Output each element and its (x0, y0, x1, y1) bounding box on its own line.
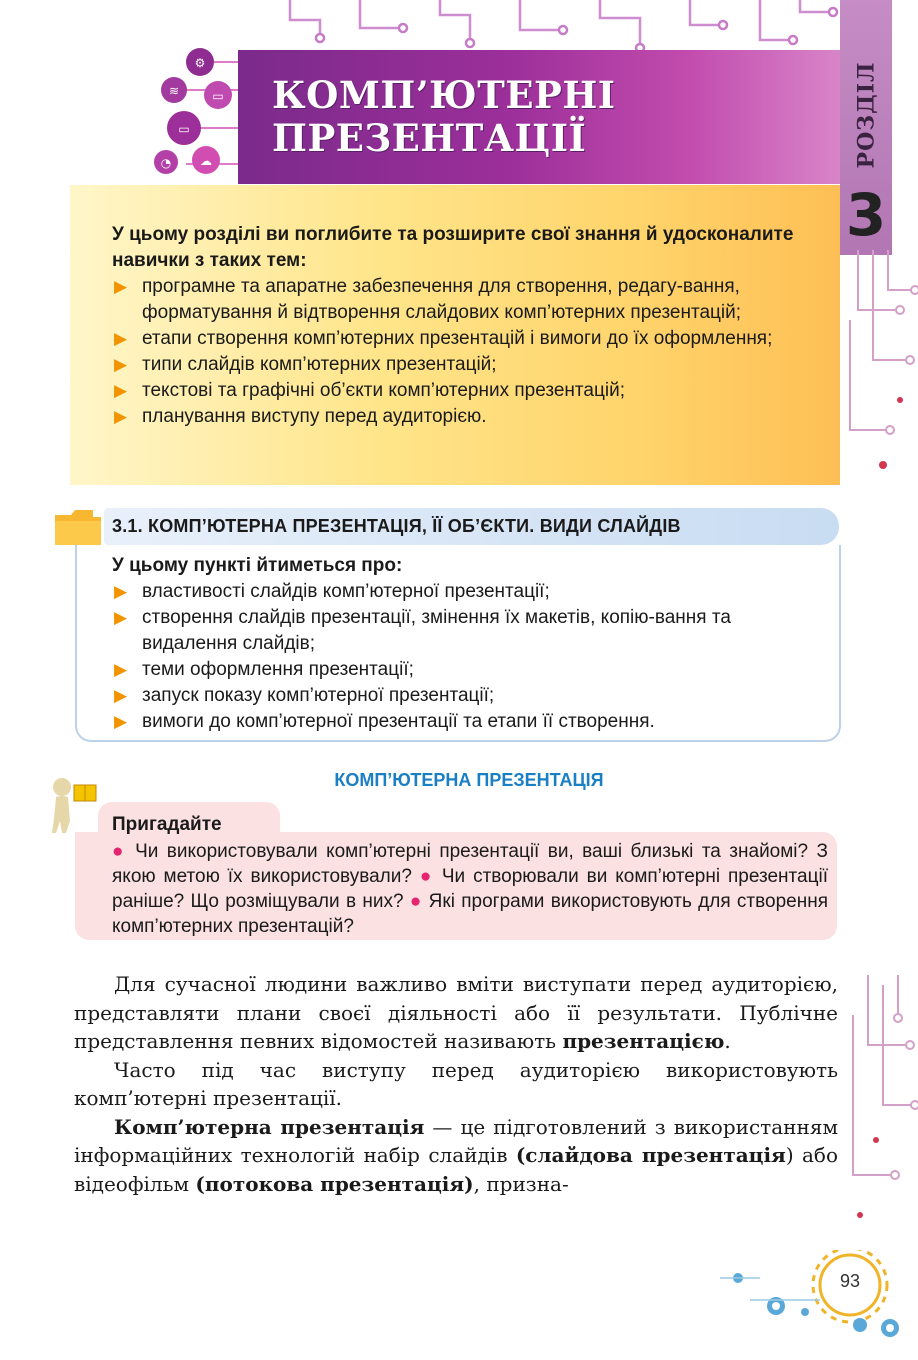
bullet-dot-icon: ● (409, 891, 423, 912)
paragraph-text: Часто під час виступу перед аудиторією використовують комп’ютерні презентації. (74, 1057, 838, 1110)
page-number: 93 (839, 1271, 861, 1291)
circuit-decoration-right-lower (838, 975, 918, 1235)
laptop-icon: ▭ (178, 122, 190, 136)
body-text (74, 970, 838, 1198)
chapter-number: 3 (845, 181, 887, 249)
section-lead: У цьому пункті йтиметься про: (112, 555, 403, 576)
gear-icon: ⚙ (194, 56, 206, 70)
triangle-bullet-icon: ▶ (114, 582, 128, 601)
question: Чи створювали ви комп’ютерні презентації раніше? Що розміщували в них? (112, 866, 828, 912)
paragraph-text: Для сучасної людини важливо вміти виступати перед аудиторією, представляти плани своєї діяльності або її результати. Публічне представлення певних відомостей називають (74, 972, 838, 1053)
triangle-bullet-icon: ▶ (114, 407, 128, 426)
triangle-bullet-icon: ▶ (114, 329, 128, 348)
list-item-text: етапи створення комп’ютерних презентацій і вимоги до їх оформлення; (142, 328, 773, 349)
triangle-bullet-icon: ▶ (114, 712, 128, 731)
paragraph (74, 970, 838, 1056)
circuit-decoration-right (838, 250, 918, 480)
paragraph-text: ) або відеофільм (74, 1143, 838, 1196)
triangle-bullet-icon: ▶ (114, 277, 128, 296)
paragraph-text: — це підготовлений з використанням інформаційних технологій набір слайдів (74, 1114, 838, 1167)
triangle-bullet-icon: ▶ (114, 608, 128, 627)
speedometer-icon: ◔ (160, 156, 172, 170)
subsection-heading: КОМП’ЮТЕРНА ПРЕЗЕНТАЦІЯ (334, 770, 604, 790)
gears-decoration (720, 1250, 918, 1360)
list-item (112, 378, 822, 404)
list-item-text: запуск показу комп’ютерної презентації; (142, 685, 495, 706)
paragraph-text: . (724, 1029, 731, 1053)
remember-questions (112, 839, 828, 939)
list-item (112, 326, 822, 352)
question: Чи використовували комп’ютерні презентації ви, ваші близькі та знайомі? З якою метою їх використовували? (112, 841, 829, 887)
section-overview (112, 553, 812, 735)
list-item-text: програмне та апаратне забезпечення для створення, редагу-вання, форматування й відтворення слайдових комп’ютерних презентацій; (142, 276, 742, 323)
chapter-label: РОЗДІЛ (853, 61, 880, 169)
section-topics-list (112, 579, 812, 735)
paragraph (74, 1113, 838, 1199)
question: Які програми використовують для створення комп’ютерних презентацій? (112, 891, 828, 937)
chapter-intro (112, 222, 822, 430)
cloud-icon: ☁ (200, 154, 212, 168)
term: (слайдова презентація (515, 1143, 786, 1167)
section-title: 3.1. КОМП’ЮТЕРНА ПРЕЗЕНТАЦІЯ, ЇЇ ОБ’ЄКТИ. ВИДИ СЛАЙДІВ (112, 516, 681, 536)
intro-lead: У цьому розділі ви поглибите та розширите свої знання й удосконалите навички з таких тем: (112, 224, 794, 271)
technology-icons-cluster (150, 40, 240, 190)
list-item (112, 352, 822, 378)
list-item-text: створення слайдів презентації, змінення їх макетів, копію-вання та видалення слайдів; (142, 607, 731, 654)
list-item (112, 404, 822, 430)
list-item (112, 579, 812, 605)
reading-figure-icon (40, 775, 100, 835)
list-item (112, 657, 812, 683)
list-item-text: властивості слайдів комп’ютерної презентації; (142, 581, 550, 602)
list-item (112, 274, 822, 326)
folder-icon (53, 507, 103, 547)
bullet-dot-icon: ● (419, 866, 434, 887)
term: Комп’ютерна презентація (114, 1114, 425, 1139)
battery-icon: ▭ (212, 89, 224, 103)
list-item (112, 709, 812, 735)
list-item-text: типи слайдів комп’ютерних презентацій; (142, 354, 497, 375)
bullet-dot-icon: ● (112, 841, 127, 862)
chapter-title: КОМП’ЮТЕРНІ ПРЕЗЕНТАЦІЇ (272, 73, 616, 160)
intro-topics-list (112, 274, 822, 430)
triangle-bullet-icon: ▶ (114, 660, 128, 679)
wifi-icon: ≋ (168, 84, 180, 98)
list-item (112, 605, 812, 657)
list-item (112, 683, 812, 709)
term: (потокова презентація) (195, 1171, 474, 1196)
triangle-bullet-icon: ▶ (114, 686, 128, 705)
chapter-label-container (840, 60, 892, 170)
triangle-bullet-icon: ▶ (114, 381, 128, 400)
paragraph (74, 1056, 838, 1113)
term: презентацією (562, 1029, 725, 1053)
triangle-bullet-icon: ▶ (114, 355, 128, 374)
list-item-text: вимоги до комп’ютерної презентації та етапи її створення. (142, 711, 655, 732)
list-item-text: теми оформлення презентації; (142, 659, 414, 680)
list-item-text: текстові та графічні об’єкти комп’ютерних презентацій; (142, 380, 625, 401)
remember-title: Пригадайте (112, 814, 222, 835)
list-item-text: планування виступу перед аудиторією. (142, 406, 487, 427)
paragraph-text: , призна- (473, 1171, 569, 1196)
